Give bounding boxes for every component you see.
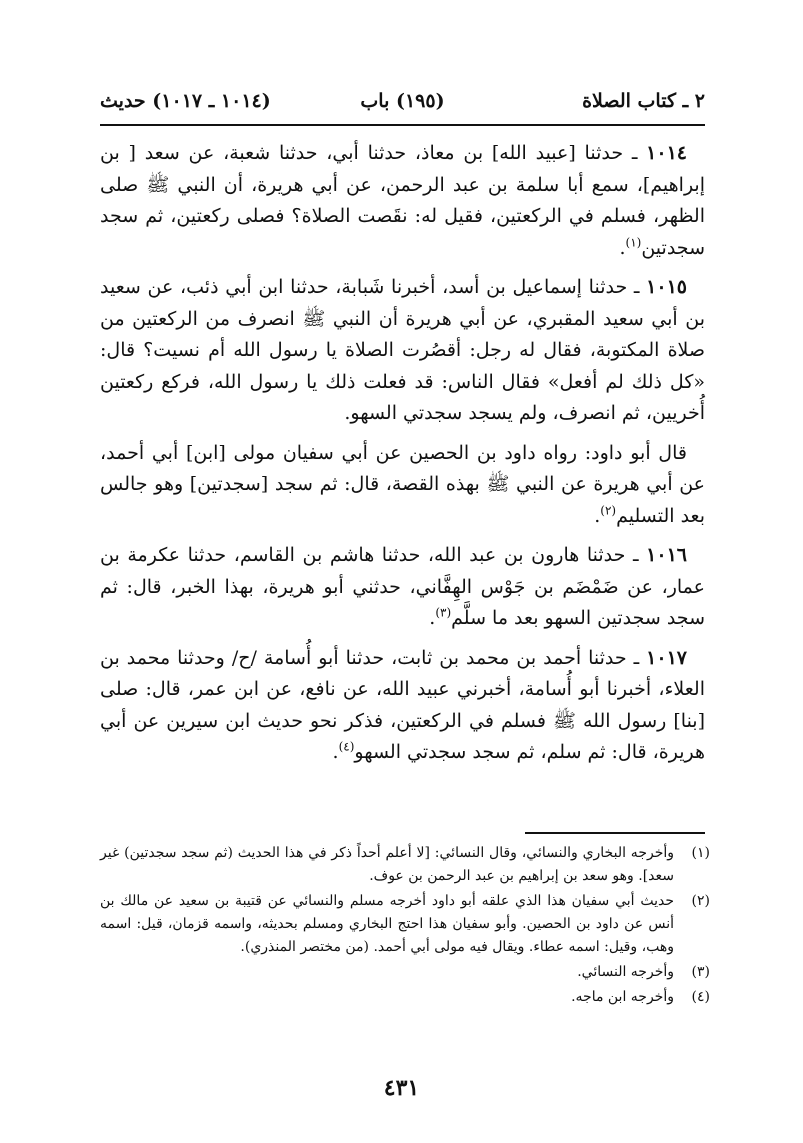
header-chapter: (١٩٥) باب (360, 90, 445, 112)
footnote-item (100, 986, 710, 1009)
commentary-paragraph (100, 438, 705, 533)
footnote-text: وأخرجه البخاري والنسائي، وقال النسائي: [لا أعلم أحداً ذكر في هذا الحديث (ثم سجد سجدتين) غير سعد]. وهو سعد بن إبراهيم بن عبد الرحمن بن عوف. (100, 845, 674, 884)
footnote-reference: (٤) (338, 739, 355, 754)
hadith-text: ـ حدثنا [عبيد الله] بن معاذ، حدثنا أبي، حدثنا شعبة، عن سعد [ بن إبراهيم]، سمع أبا سلمة بن عبد الرحمن، عن أبي هريرة، أن النبي ﷺ صلى الظهر، فسلم في الركعتين، فقيل له: نقَصت الصلاة؟ فصلى ركعتين، ثم سجد سجدتين (100, 142, 705, 259)
main-text (100, 138, 705, 777)
footnote-item (100, 842, 710, 888)
footnote-item (100, 890, 710, 959)
hadith-number: ١٠١٦ (646, 544, 687, 566)
hadith-paragraph (100, 138, 705, 264)
running-header (100, 84, 705, 124)
footnote-text: حديث أبي سفيان هذا الذي علقه أبو داود أخرجه مسلم والنسائي عن قتيبة بن سعيد عن مالك بن أنس عن داود بن الحصين. وأبو سفيان هذا احتج البخاري ومسلم بحديثه، واسمه قزمان، قيل: اسمه وهب، وقيل: اسمه عطاء. ويقال فيه مولى أبي أحمد. (من مختصر المنذري). (100, 893, 674, 955)
hadith-end: . (619, 236, 626, 259)
hadith-paragraph (100, 643, 705, 769)
hadith-text: ـ حدثنا إسماعيل بن أسد، أخبرنا شَبابة، حدثنا ابن أبي ذئب، عن سعيد بن أبي سعيد المقبري، عن أبي هريرة أن النبي ﷺ انصرف من الركعتين من صلاة المكتوبة، فقال له رجل: أقصُرت الصلاة يا رسول الله أم نسيت؟ قال: «كل ذلك لم أفعل» فقال الناس: قد فعلت ذلك يا رسول الله، فركع ركعتين أُخريين، ثم انصرف، ولم يسجد سجدتي السهو. (100, 276, 705, 424)
hadith-number: ١٠١٥ (646, 276, 687, 298)
footnote-number: (٢) (691, 893, 710, 909)
footnotes (100, 842, 710, 1011)
header-book-title: ٢ ـ كتاب الصلاة (582, 90, 705, 112)
footnote-item (100, 961, 710, 984)
hadith-text: ـ حدثنا أحمد بن محمد بن ثابت، حدثنا أبو أُسامة /ح/ وحدثنا محمد بن العلاء، أخبرنا أبو أُسامة، أخبرني عبيد الله، عن نافع، عن ابن عمر، قال: صلى [بنا] رسول الله ﷺ فسلم في الركعتين، فذكر نحو حديث ابن سيرين عن أبي هريرة، قال: ثم سلم، ثم سجد سجدتي السهو (100, 646, 705, 763)
footnote-text: وأخرجه النسائي. (577, 964, 674, 980)
hadith-paragraph (100, 540, 705, 635)
hadith-end: . (594, 504, 601, 527)
footnote-reference: (١) (625, 235, 642, 250)
footnote-number: (٤) (691, 989, 710, 1005)
footnote-divider (525, 832, 705, 834)
header-hadith-range: (١٠١٤ ـ ١٠١٧) حديث (100, 90, 271, 112)
page-number: ٤٣١ (383, 1075, 420, 1101)
commentary-text: قال أبو داود: رواه داود بن الحصين عن أبي سفيان مولى [ابن] أبي أحمد، عن أبي هريرة عن النبي ﷺ بهذه القصة، قال: ثم سجد [سجدتين] وهو جالس بعد التسليم (100, 441, 705, 527)
hadith-paragraph (100, 272, 705, 430)
header-divider (100, 124, 705, 126)
hadith-number: ١٠١٧ (646, 646, 687, 669)
hadith-end: . (332, 741, 339, 763)
footnote-number: (٣) (691, 964, 710, 980)
hadith-text: ـ حدثنا هارون بن عبد الله، حدثنا هاشم بن القاسم، حدثنا عكرمة بن عمار، عن ضَمْضَم بن جَوْس الهِفَّاني، حدثني أبو هريرة، بهذا الخبر، قال: ثم سجد سجدتين السهو بعد ما سلَّم (100, 544, 705, 629)
hadith-end: . (429, 607, 436, 629)
footnote-reference: (٢) (600, 503, 617, 518)
hadith-number: ١٠١٤ (646, 142, 687, 164)
footnote-text: وأخرجه ابن ماجه. (571, 989, 674, 1005)
footnote-number: (١) (691, 845, 710, 861)
footnote-reference: (٣) (435, 605, 452, 620)
